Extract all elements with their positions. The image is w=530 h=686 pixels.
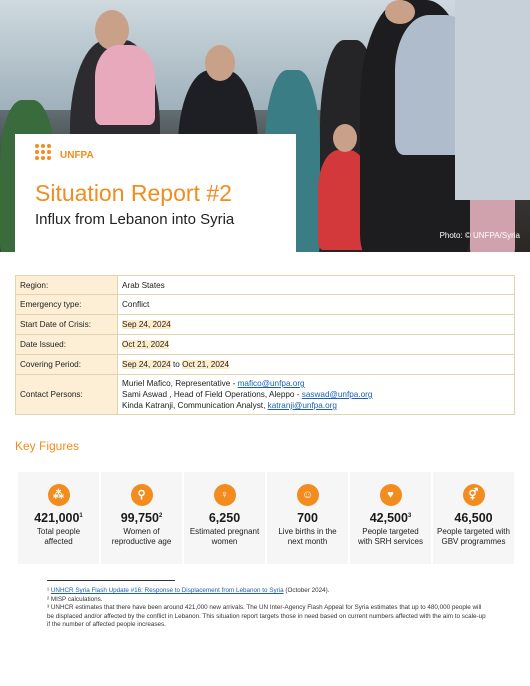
covering-to: Oct 21, 2024 <box>182 360 229 369</box>
covering-label: Covering Period: <box>16 355 118 375</box>
people-group-icon: ⁂ <box>48 484 70 506</box>
photo-credit: Photo: © UNFPA/Syria <box>439 231 520 240</box>
info-table <box>15 275 515 415</box>
page-title: Situation Report #2 <box>35 180 232 206</box>
key-figure-label: People targeted with SRH services <box>358 527 423 546</box>
key-figures-title: Key Figures <box>15 439 80 453</box>
photo-figure-head <box>333 124 357 152</box>
info-row-region <box>16 276 515 295</box>
key-figures-row <box>18 472 514 564</box>
footnote-divider <box>47 580 175 581</box>
key-figure-value: 42,500$^3$ <box>369 511 412 525</box>
logo-text: UNFPA <box>60 149 94 161</box>
key-figure-value: 46,500 <box>454 511 493 525</box>
photo-figure <box>95 45 155 125</box>
key-figure-card <box>350 472 431 564</box>
page-subtitle: Influx from Lebanon into Syria <box>35 211 235 228</box>
key-figure-card <box>101 472 182 564</box>
covering-to-word: to <box>170 360 183 369</box>
title-box <box>15 134 296 252</box>
email-link[interactable]: mafico@unfpa.org <box>237 379 305 388</box>
women-icon: ⚲ <box>131 484 153 506</box>
key-figure-value: 421,000$^1$ <box>34 511 83 525</box>
photo-figure-head <box>385 0 415 24</box>
key-figure-label: Live births in the next month <box>278 527 337 546</box>
photo-bus <box>455 0 530 200</box>
key-figure-value: 6,250 <box>208 511 241 525</box>
unfpa-logo <box>35 144 94 166</box>
gender-icon: ⚥ <box>463 484 485 506</box>
key-figure-value: 700 <box>297 511 318 525</box>
issued-value: Oct 21, 2024 <box>122 340 169 349</box>
contact-label: Contact Persons: <box>16 375 118 415</box>
start-value: Sep 24, 2024 <box>122 320 171 329</box>
footnotes <box>47 587 487 630</box>
footnote-1: ¹ UNHCR Syria Flash Update #16: Response to Displacement from Lebanon to Syria (October 2024). <box>47 587 330 594</box>
covering-from: Sep 24, 2024 <box>122 360 171 369</box>
photo-figure-head <box>205 45 235 81</box>
info-row-issued <box>16 335 515 355</box>
footnote-3: ³ UNHCR estimates that there have been around 421,000 new arrivals. The UN Inter-Agency Flash Appeal for Syria estimates that up to 480,000 people will be displaced and/or affected by the conflict in Lebanon. This situation report targets those in need based on current numbers affected with the aim to scale-up if the number of affected people increases. <box>47 604 486 628</box>
email-link[interactable]: katranji@unfpa.org <box>267 401 337 410</box>
region-label: Region: <box>16 276 118 295</box>
emergency-value: Conflict <box>118 295 515 315</box>
un-emblem-icon <box>35 144 57 166</box>
photo-figure-head <box>95 10 129 50</box>
info-row-emergency <box>16 295 515 315</box>
info-row-contacts <box>16 375 515 415</box>
heart-hand-icon: ♥ <box>380 484 402 506</box>
baby-icon: ☺ <box>297 484 319 506</box>
contact-line: Sami Aswad , Head of Field Operations, Aleppo - saswad@unfpa.org <box>122 390 373 399</box>
key-figure-label: Women of reproductive age <box>111 527 172 546</box>
info-row-start <box>16 315 515 335</box>
key-figure-card <box>18 472 99 564</box>
contact-list <box>118 375 515 415</box>
footnote-2: ² MISP calculations. <box>47 595 103 603</box>
contact-line: Muriel Mafico, Representative - mafico@unfpa.org <box>122 379 305 388</box>
key-figure-label: Estimated pregnant women <box>189 527 260 546</box>
pregnant-woman-icon: ♀ <box>214 484 236 506</box>
issued-label: Date Issued: <box>16 335 118 355</box>
info-row-covering <box>16 355 515 375</box>
key-figure-card <box>184 472 265 564</box>
email-link[interactable]: saswad@unfpa.org <box>301 390 373 399</box>
region-value: Arab States <box>118 276 515 295</box>
key-figure-card <box>433 472 514 564</box>
contact-line: Kinda Katranji, Communication Analyst, katranji@unfpa.org <box>122 401 337 410</box>
footnote-source-link[interactable]: UNHCR Syria Flash Update #16: Response to Displacement from Lebanon to Syria <box>50 587 284 594</box>
key-figure-value: 99,750$^2$ <box>120 511 163 525</box>
key-figure-card <box>267 472 348 564</box>
emergency-label: Emergency type: <box>16 295 118 315</box>
key-figure-label: People targeted with GBV programmes <box>437 527 510 546</box>
start-label: Start Date of Crisis: <box>16 315 118 335</box>
key-figure-label: Total people affected <box>36 527 81 546</box>
